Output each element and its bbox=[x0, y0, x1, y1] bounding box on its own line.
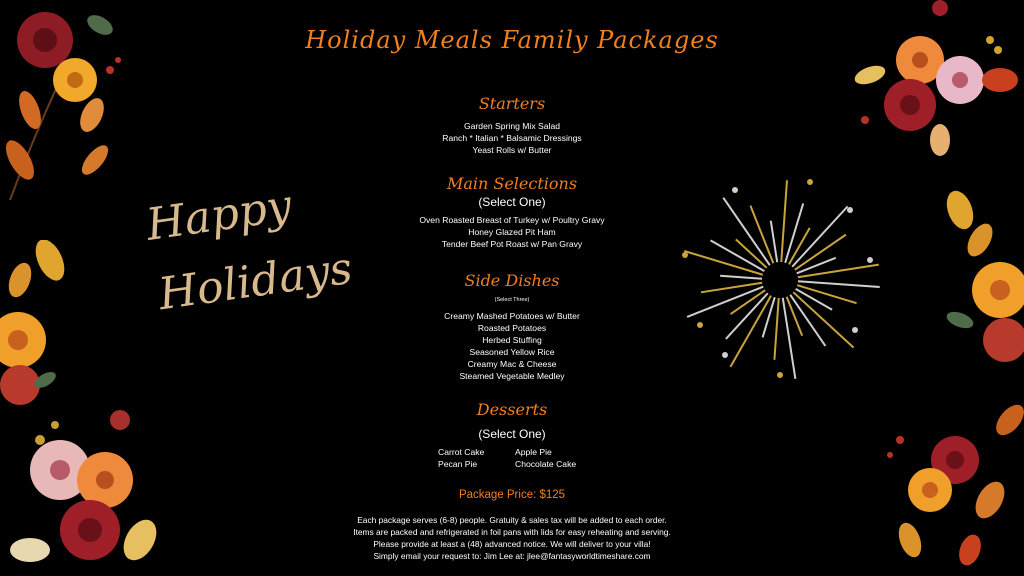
firework-dot bbox=[682, 252, 688, 258]
dessert-column-left bbox=[438, 446, 484, 470]
page-title: Holiday Meals Family Packages bbox=[305, 26, 719, 54]
footer-line: Items are packed and refrigerated in foil pans with lids for easy reheating and serving. bbox=[353, 527, 671, 537]
main-selections-list bbox=[0, 214, 1024, 250]
list-item: Chocolate Cake bbox=[515, 459, 577, 469]
footer-notes bbox=[0, 514, 1024, 562]
list-item: Yeast Rolls w/ Butter bbox=[472, 145, 552, 155]
dessert-select-note: (Select One) bbox=[478, 427, 546, 441]
list-item: Ranch * Italian * Balsamic Dressings bbox=[442, 133, 582, 143]
list-item: Steamed Vegetable Medley bbox=[459, 371, 565, 381]
starters-list bbox=[0, 120, 1024, 156]
main-selections-heading: Main Selections bbox=[446, 174, 578, 193]
list-item: Creamy Mashed Potatoes w/ Butter bbox=[444, 311, 580, 321]
side-dishes-list bbox=[0, 310, 1024, 382]
package-price: Package Price: $125 bbox=[458, 489, 566, 501]
footer-line: Simply email your request to: Jim Lee at: jlee@fantasyworldtimeshare.com bbox=[373, 551, 651, 561]
list-item: Herbed Stuffing bbox=[482, 335, 542, 345]
list-item: Oven Roasted Breast of Turkey w/ Poultry Gravy bbox=[419, 215, 605, 225]
list-item: Carrot Cake bbox=[438, 447, 485, 457]
list-item: Creamy Mac & Cheese bbox=[467, 359, 557, 369]
side-dishes-heading: Side Dishes bbox=[464, 271, 560, 290]
desserts-heading: Desserts bbox=[476, 400, 548, 419]
list-item: Apple Pie bbox=[515, 447, 552, 457]
footer-line: Each package serves (6-8) people. Gratuity & sales tax will be added to each order. bbox=[357, 515, 667, 525]
dessert-column-right bbox=[515, 446, 576, 470]
main-select-note: (Select One) bbox=[478, 195, 546, 209]
list-item: Honey Glazed Pit Ham bbox=[468, 227, 556, 237]
list-item: Tender Beef Pot Roast w/ Pan Gravy bbox=[441, 239, 583, 249]
list-item: Seasoned Yellow Rice bbox=[469, 347, 555, 357]
list-item: Pecan Pie bbox=[438, 459, 478, 469]
side-select-note: (Select Three) bbox=[494, 297, 530, 303]
firework-dot bbox=[867, 257, 873, 263]
footer-line: Please provide at least a (48) advanced notice. We will deliver to your villa! bbox=[373, 539, 651, 549]
greeting-line-2: Holidays bbox=[155, 242, 356, 321]
greeting-line-1: Happy bbox=[143, 180, 295, 251]
list-item: Roasted Potatoes bbox=[477, 323, 547, 333]
list-item: Garden Spring Mix Salad bbox=[463, 121, 560, 131]
starters-heading: Starters bbox=[478, 94, 546, 113]
